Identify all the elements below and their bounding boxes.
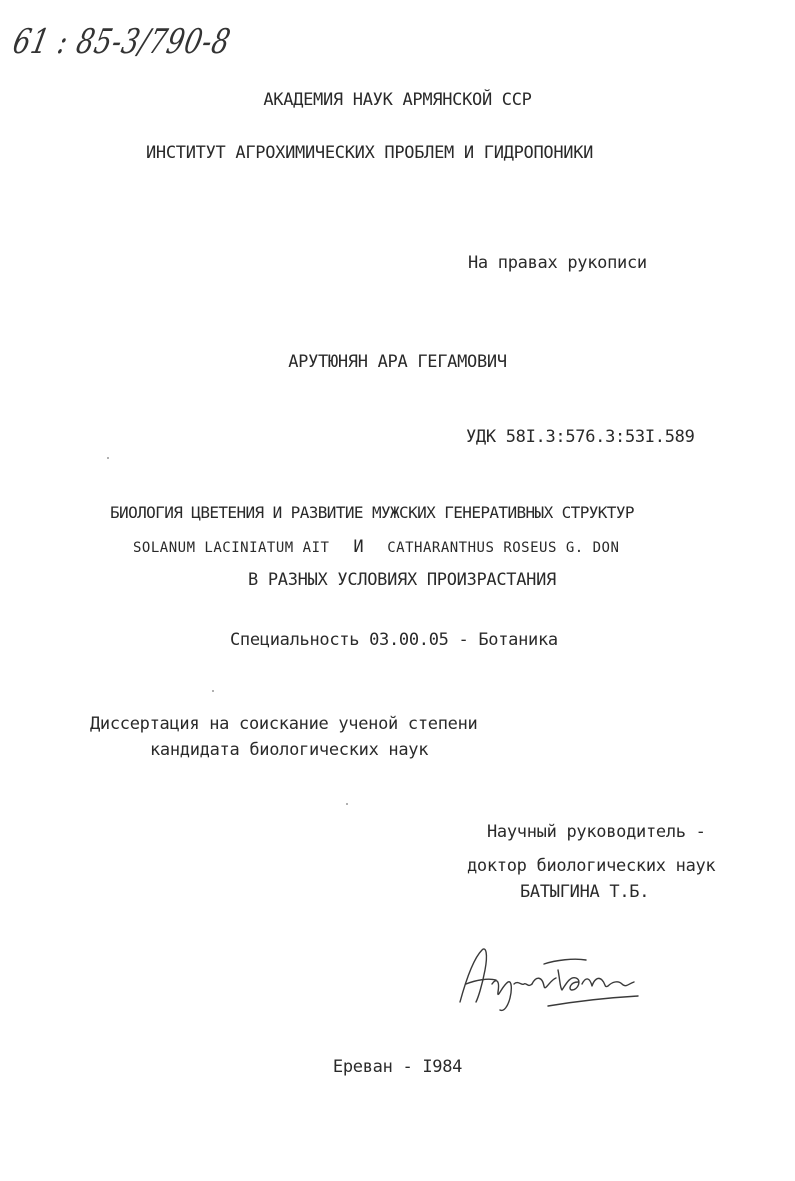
- academy-name: АКАДЕМИЯ НАУК АРМЯНСКОЙ ССР: [263, 90, 532, 110]
- archive-number-handwritten: 61 : 85-3/790-8: [9, 22, 235, 62]
- scan-speck: [107, 457, 109, 459]
- supervisor-label: Научный руководитель -: [487, 822, 706, 842]
- supervisor-name: БАТЫГИНА Т.Б.: [520, 882, 650, 902]
- city-year: Ереван - I984: [332, 1057, 463, 1077]
- scan-speck: [212, 690, 214, 692]
- institute-name: ИНСТИТУТ АГРОХИМИЧЕСКИХ ПРОБЛЕМ И ГИДРОПОНИКИ: [146, 143, 594, 163]
- thesis-title-line-2: [133, 537, 619, 557]
- species-name-solanum: SOLANUM LACINIATUM AIT: [133, 540, 330, 556]
- manuscript-rights: На правах рукописи: [468, 253, 647, 273]
- specialty: Специальность 03.00.05 - Ботаника: [230, 630, 558, 650]
- thesis-title-line-3: В РАЗНЫХ УСЛОВИЯХ ПРОИЗРАСТАНИЯ: [248, 570, 556, 590]
- udc-code: УДК 58I.3:576.3:53I.589: [466, 427, 695, 447]
- supervisor-degree: доктор биологических наук: [467, 856, 716, 876]
- species-name-catharanthus: CATHARANTHUS ROSEUS G. DON: [387, 540, 620, 556]
- dissertation-line-1: Диссертация на соискание ученой степени: [90, 714, 478, 734]
- conjunction: И: [353, 537, 364, 557]
- scan-speck: [346, 803, 348, 805]
- author-name: АРУТЮНЯН АРА ГЕГАМОВИЧ: [288, 352, 507, 372]
- signature-text: Арутюн: [452, 1018, 456, 1019]
- thesis-title-line-1: БИОЛОГИЯ ЦВЕТЕНИЯ И РАЗВИТИЕ МУЖСКИХ ГЕНЕРАТИВНЫХ СТРУКТУР: [110, 503, 634, 522]
- author-signature: [452, 940, 652, 1020]
- dissertation-line-2: кандидата биологических наук: [150, 740, 429, 760]
